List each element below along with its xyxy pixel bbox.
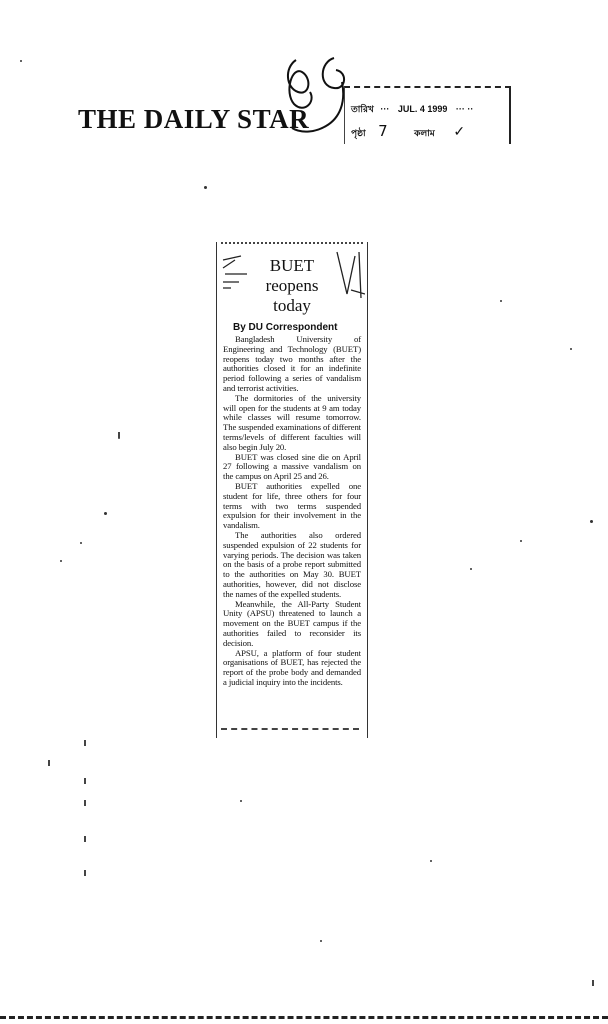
stamp-date-row: তারিখ ··· JUL. 4 1999 ··· ·· xyxy=(351,104,474,114)
stamp-page-value: 7 xyxy=(378,122,388,140)
scan-speck xyxy=(84,740,86,746)
scan-speck xyxy=(240,800,242,802)
scan-speck xyxy=(104,512,107,515)
scan-speck xyxy=(48,760,50,766)
scan-speck xyxy=(570,348,572,350)
scan-speck xyxy=(500,300,502,302)
paragraph: The authorities also ordered suspended expulsion of 22 students for varying periods. The decision was taken on the basis of a probe report submitted to the authorities on May 30. BUET authorities, however, did not disclose the names of the expelled students. xyxy=(223,529,361,599)
scan-speck xyxy=(84,870,86,876)
clipping-bottom-edge xyxy=(221,728,359,730)
headline-line-1: BUET xyxy=(269,256,315,275)
scan-speck xyxy=(20,60,22,62)
news-clipping xyxy=(216,242,368,738)
scan-speck xyxy=(84,800,86,806)
scan-speck xyxy=(592,980,594,986)
paragraph: BUET was closed sine die on April 27 following a massive vandalism on the campus on April 25 and 26. xyxy=(223,451,361,482)
paragraph: APSU, a platform of four student organisations of BUET, has rejected the report of the probe body and demanded a judicial inquiry into the incidents. xyxy=(223,647,361,687)
clipping-top-edge xyxy=(221,242,363,250)
paragraph: Bangladesh University of Engineering and Technology (BUET) reopens today two months after the authorities closed it for an indefinite period following a series of vandalism and terrorist activities. xyxy=(223,334,361,393)
article-body xyxy=(223,335,361,688)
archive-stamp xyxy=(344,86,511,144)
scan-speck xyxy=(204,186,207,189)
stamp-page-row xyxy=(351,122,465,141)
headline-line-3: today xyxy=(273,296,311,315)
scan-speck xyxy=(84,836,86,842)
headline xyxy=(217,256,367,316)
paragraph: BUET authorities expelled one student for life, three others for four terms with two terms suspended expulsion for their involvement in the vandalism. xyxy=(223,480,361,531)
headline-line-2: reopens xyxy=(265,276,319,295)
scan-speck xyxy=(520,540,522,542)
scan-speck xyxy=(80,542,82,544)
scan-speck xyxy=(60,560,62,562)
stamp-date-label: তারিখ xyxy=(351,104,374,114)
scan-speck xyxy=(118,432,120,438)
scan-speck xyxy=(84,778,86,784)
scan-speck xyxy=(430,860,432,862)
paragraph: The dormitories of the university will open for the students at 9 am today while classes will resume tomorrow. The suspended examinations of different terms/levels of different faculties will also begin July 20. xyxy=(223,392,361,452)
stamp-page-label: পৃষ্ঠা xyxy=(351,128,366,138)
scan-speck xyxy=(320,940,322,942)
stamp-date-value: JUL. 4 1999 xyxy=(397,104,448,114)
checkmark-icon: ✓ xyxy=(453,123,466,139)
stamp-column-label: কলাম xyxy=(414,128,435,138)
scan-speck xyxy=(470,568,472,570)
byline: By DU Correspondent xyxy=(233,322,338,333)
scan-speck xyxy=(590,520,593,523)
scan-bottom-edge xyxy=(0,1016,608,1022)
paragraph: Meanwhile, the All-Party Student Unity (APSU) threatened to launch a movement on the BUET campus if the authorities failed to reconsider its decision. xyxy=(223,598,361,648)
masthead-title: THE DAILY STAR xyxy=(78,104,310,134)
